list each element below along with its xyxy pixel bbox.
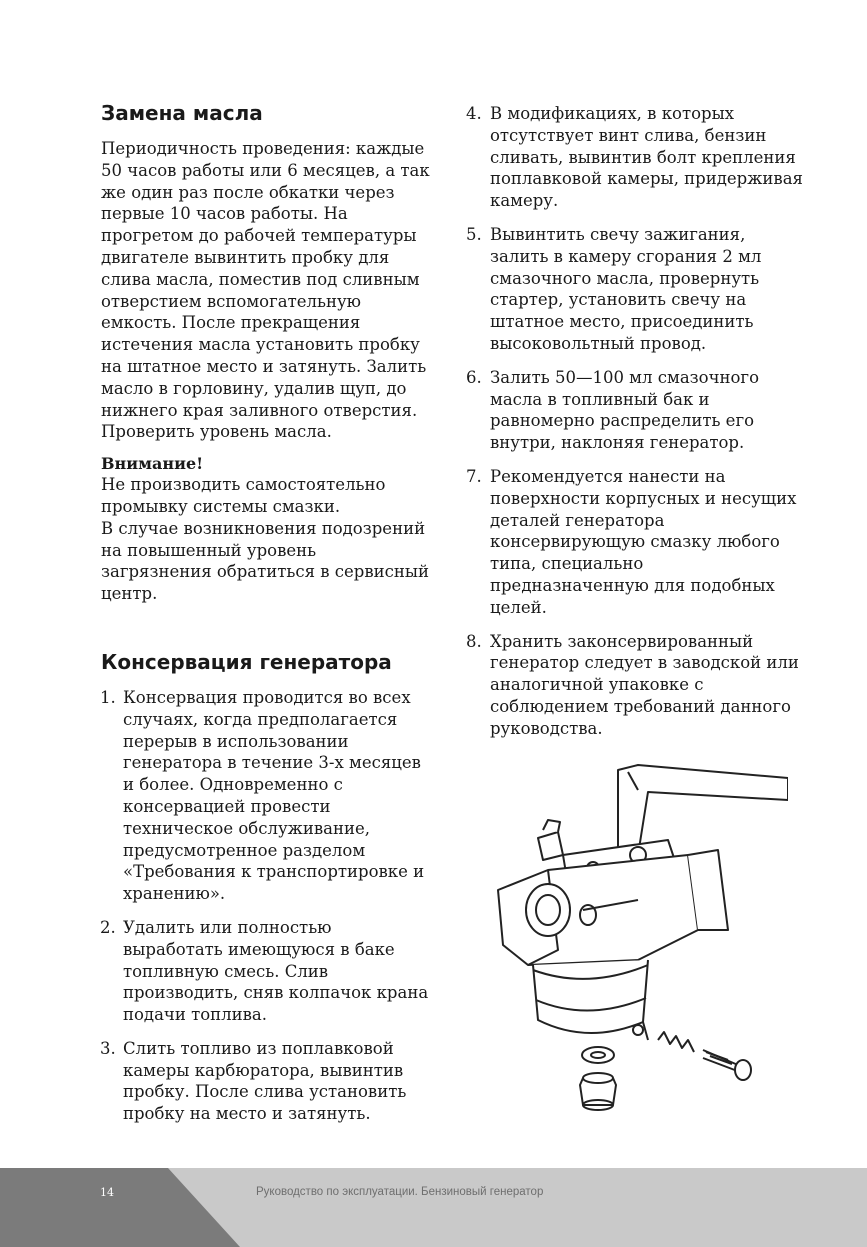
footer-title: Руководство по эксплуатации. Бензиновый генератор (256, 1186, 544, 1198)
warning-text-1: Не производить самостоятельно промывку системы смазки. (101, 475, 386, 516)
left-column (101, 100, 431, 1137)
list-item-number: 4. (466, 104, 482, 123)
page-number: 14 (100, 1186, 114, 1199)
list-item-text: В модификациях, в которых отсутствует винт слива, бензин сливать, вывинтив болт крепления поплавковой камеры, придерживая камеру. (490, 104, 803, 211)
list-item (100, 1038, 431, 1125)
footer-bar (0, 1168, 867, 1247)
list-item (466, 367, 806, 454)
list-item-number: 8. (466, 631, 482, 651)
list-item-number: 5. (466, 224, 482, 244)
list-item-text: Вывинтить свечу зажигания, залить в камеру сгорания 2 мл смазочного масла, провернуть стартер, установить свечу на штатное место, присоединить высоковольтный провод. (490, 224, 762, 353)
conservation-section (101, 649, 431, 1125)
list-item-number: 6. (466, 367, 482, 387)
list-item (466, 103, 806, 212)
list-item-number: 3. (100, 1038, 116, 1058)
list-item-text: Залить 50—100 мл смазочного масла в топливный бак и равномерно распределить его внутри, наклоняя генератор. (490, 367, 760, 453)
list-item-number: 1. (100, 687, 116, 707)
warning-title: Внимание! (101, 454, 204, 474)
conservation-title: Консервация генератора (101, 649, 392, 674)
list-item-text: Удалить или полностью выработать имеющуюся в баке топливную смесь. Слив производить, сняв колпачок крана подачи топлива. (123, 917, 429, 1025)
warning-text-2: В случае возникновения подозрений на повышенный уровень загрязнения обратиться в сервисный центр. (101, 518, 430, 604)
list-item (100, 687, 431, 905)
list-item (100, 917, 431, 1026)
oil-change-title: Замена масла (101, 101, 263, 125)
list-item-text: Консервация проводится во всех случаях, когда предполагается перерыв в использовании генератора в течение 3-х месяцев и более. Одновременно с консервацией провести техническое обслуживание, предусмотренное разделом «Требования к транспортировке и хранению». (123, 687, 425, 904)
footer-page-tab (0, 1168, 240, 1247)
list-item (466, 631, 806, 740)
conservation-list-right (466, 103, 806, 740)
conservation-list-left (101, 687, 431, 1125)
list-item (466, 224, 806, 355)
carburetor-illustration (488, 760, 788, 1120)
list-item-number: 2. (100, 917, 116, 937)
right-column (466, 103, 806, 752)
list-item (466, 466, 806, 619)
list-item-text: Рекомендуется нанести на поверхности корпусных и несущих деталей генератора консервирующую смазку любого типа, специально предназначенную для подобных целей. (490, 466, 797, 617)
list-item-number: 7. (466, 466, 482, 486)
list-item-text: Слить топливо из поплавковой камеры карбюратора, вывинтив пробку. После слива установить пробку на место и затянуть. (123, 1038, 407, 1124)
list-item-text: Хранить законсервированный генератор следует в заводской или аналогичной упаковке с соблюдением требований данного руководства. (490, 631, 799, 738)
oil-change-body: Периодичность проведения: каждые 50 часов работы или 6 месяцев, а так же один раз после обкатки через первые 10 часов работы. На прогретом до рабочей температуры двигателе вывинтить пробку для слива масла, поместив под сливным отверстием вспомогательную емкость. После прекращения истечения масла установить пробку на штатное место и затянуть. Залить масло в горловину, удалив щуп, до нижнего края заливного отверстия. Проверить уровень масла. (101, 139, 430, 442)
